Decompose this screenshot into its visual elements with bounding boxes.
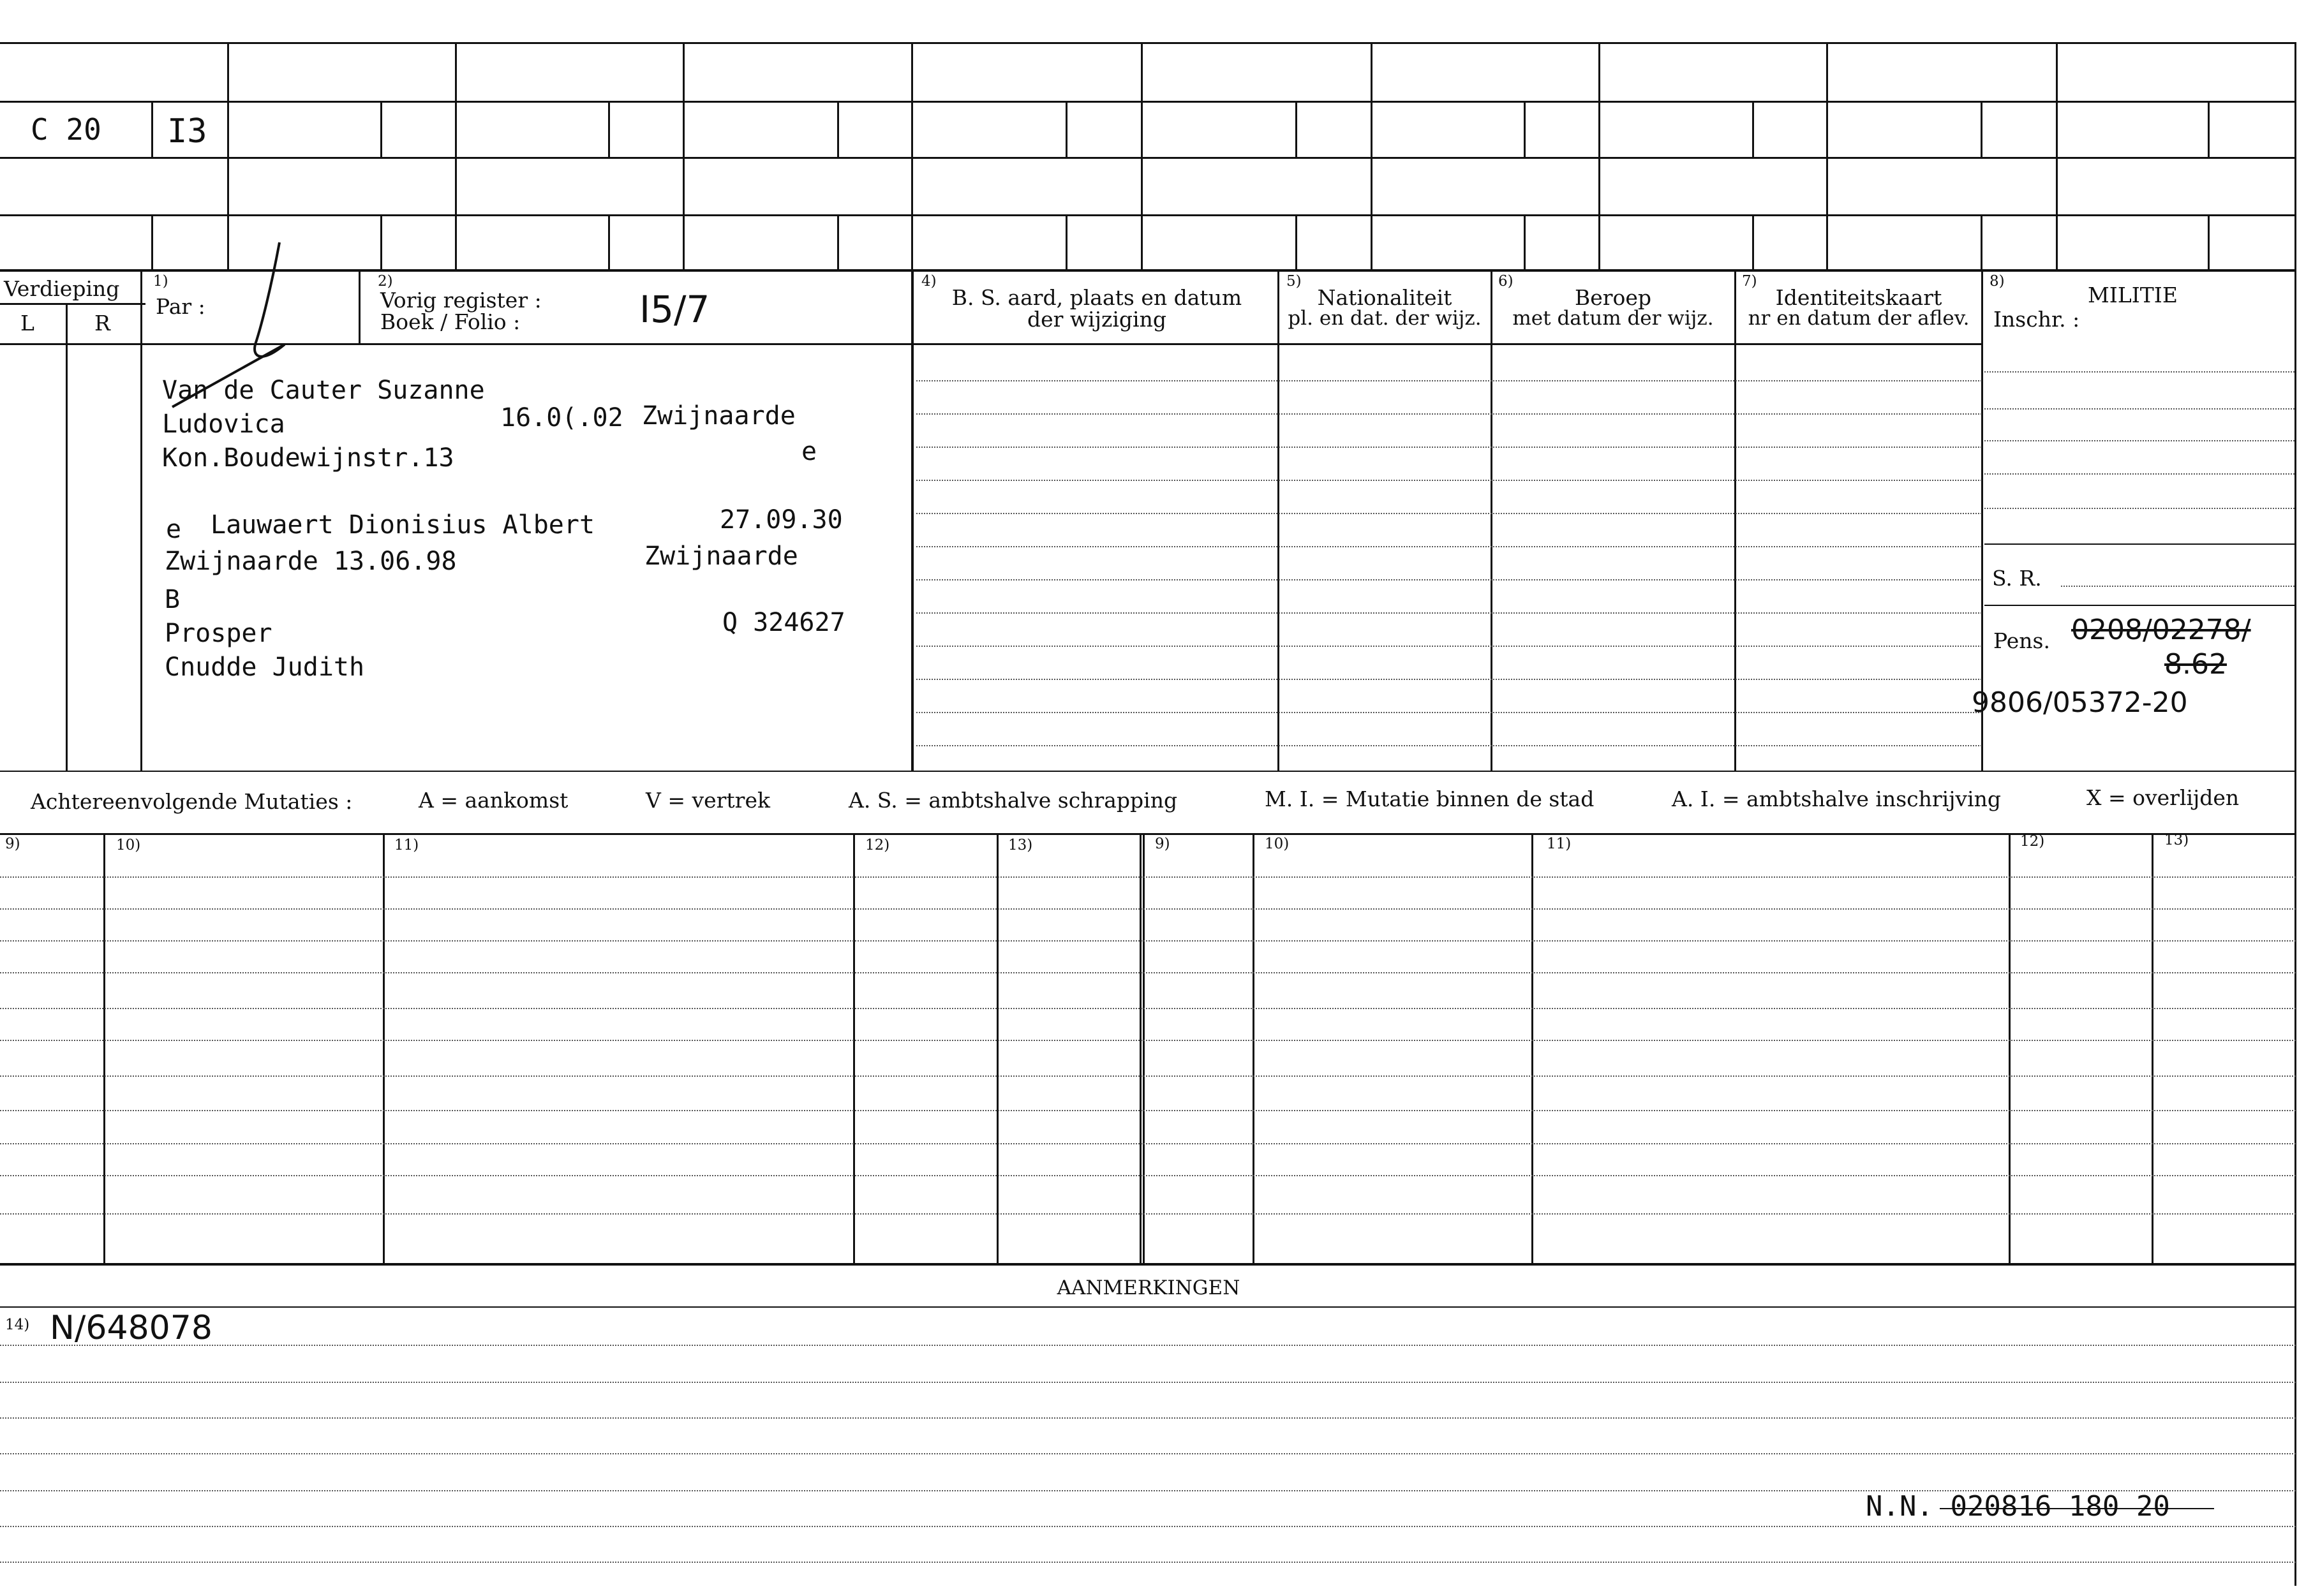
mut-left-col11: 11)	[394, 837, 419, 853]
mut-left-col12: 12)	[865, 837, 890, 853]
aanmerkingen-num: 14)	[5, 1317, 30, 1333]
record-line5-place: Zwijnaarde	[644, 542, 798, 571]
mutatie-mi: M. I. = Mutatie binnen de stad	[1265, 787, 1595, 811]
col8-num: 8)	[1989, 273, 2005, 290]
col4-line1: B. S. aard, plaats en datum	[951, 285, 1242, 310]
pens-label: Pens.	[1993, 628, 2050, 653]
col4-line2: der wijziging	[1027, 307, 1166, 332]
record-line1: Van de Cauter Suzanne	[162, 376, 485, 405]
record-line7: Prosper	[165, 619, 272, 648]
pens-value: 9806/05372-20	[1972, 686, 2188, 719]
col7-line1: Identiteitskaart	[1775, 285, 1942, 310]
record-line4-date: 27.09.30	[720, 505, 843, 535]
col5-num: 5)	[1286, 273, 1302, 290]
mut-right-col10: 10)	[1265, 836, 1290, 852]
col6-line2: met datum der wijz.	[1512, 307, 1714, 330]
record-line2-name: Ludovica	[162, 410, 285, 439]
mut-right-col12: 12)	[2020, 833, 2045, 850]
col4-num: 4)	[921, 273, 937, 290]
col6-num: 6)	[1498, 273, 1513, 290]
record-line6: B	[165, 585, 181, 614]
mut-left-col13: 13)	[1008, 837, 1033, 853]
record-line2-date: 16.0(.02	[500, 403, 623, 432]
top-cell-i3: I3	[167, 112, 207, 151]
verdieping-label: Verdieping	[4, 276, 120, 301]
col2-register-value: I5/7	[639, 288, 710, 331]
mutatie-ai: A. I. = ambtshalve inschrijving	[1672, 787, 2002, 811]
col7-num: 7)	[1742, 273, 1757, 290]
sr-label: S. R.	[1992, 566, 2042, 591]
col6-line1: Beroep	[1574, 285, 1652, 310]
col2-vorig-register: Vorig register :	[380, 288, 542, 313]
record-line2-place: Zwijnaarde	[642, 401, 796, 431]
record-line3: Kon.Boudewijnstr.13	[162, 443, 454, 473]
mut-right-col11: 11)	[1547, 836, 1572, 852]
nn-number: N.N. 020816 180 20	[1866, 1490, 2170, 1523]
verdieping-r: R	[94, 311, 110, 336]
mutaties-title: Achtereenvolgende Mutaties :	[31, 789, 353, 814]
col7-line2: nr en datum der aflev.	[1748, 307, 1970, 330]
record-line4-prefix: e	[166, 515, 182, 544]
aanmerkingen-value: N/648078	[50, 1309, 212, 1347]
col5-line2: pl. en dat. der wijz.	[1288, 307, 1482, 330]
militie-inschr: Inschr. :	[1993, 307, 2080, 332]
par-handwritten-mark	[160, 236, 300, 434]
mut-left-col10: 10)	[116, 837, 141, 853]
mutatie-v: V = vertrek	[646, 788, 770, 813]
record-line7-code: Q 324627	[722, 608, 845, 637]
pens-struck-1: 0208/02278/	[2071, 614, 2251, 646]
mutatie-a: A = aankomst	[419, 788, 569, 813]
record-line5: Zwijnaarde 13.06.98	[165, 547, 457, 576]
col1-par-label: Par :	[156, 294, 205, 319]
mutatie-x: X = overlijden	[2086, 785, 2240, 810]
pens-struck-2: 8.62	[2164, 648, 2227, 681]
mut-right-col13: 13)	[2164, 832, 2189, 848]
militie-title: MILITIE	[2088, 283, 2178, 307]
verdieping-l: L	[20, 311, 34, 336]
col2-num: 2)	[378, 273, 393, 290]
col1-num: 1)	[153, 273, 168, 290]
mut-left-col9: 9)	[5, 836, 20, 852]
aanmerkingen-title: AANMERKINGEN	[1057, 1276, 1240, 1299]
record-line8: Cnudde Judith	[165, 653, 365, 682]
col5-line1: Nationaliteit	[1317, 285, 1452, 310]
top-cell-c20: C 20	[31, 112, 101, 147]
record-line4-name: Lauwaert Dionisius Albert	[211, 510, 595, 540]
mutatie-as: A. S. = ambtshalve schrapping	[849, 788, 1178, 813]
col2-boek-folio: Boek / Folio :	[380, 309, 521, 334]
record-line3-mark: e	[801, 437, 817, 466]
mut-right-col9: 9)	[1155, 836, 1170, 852]
